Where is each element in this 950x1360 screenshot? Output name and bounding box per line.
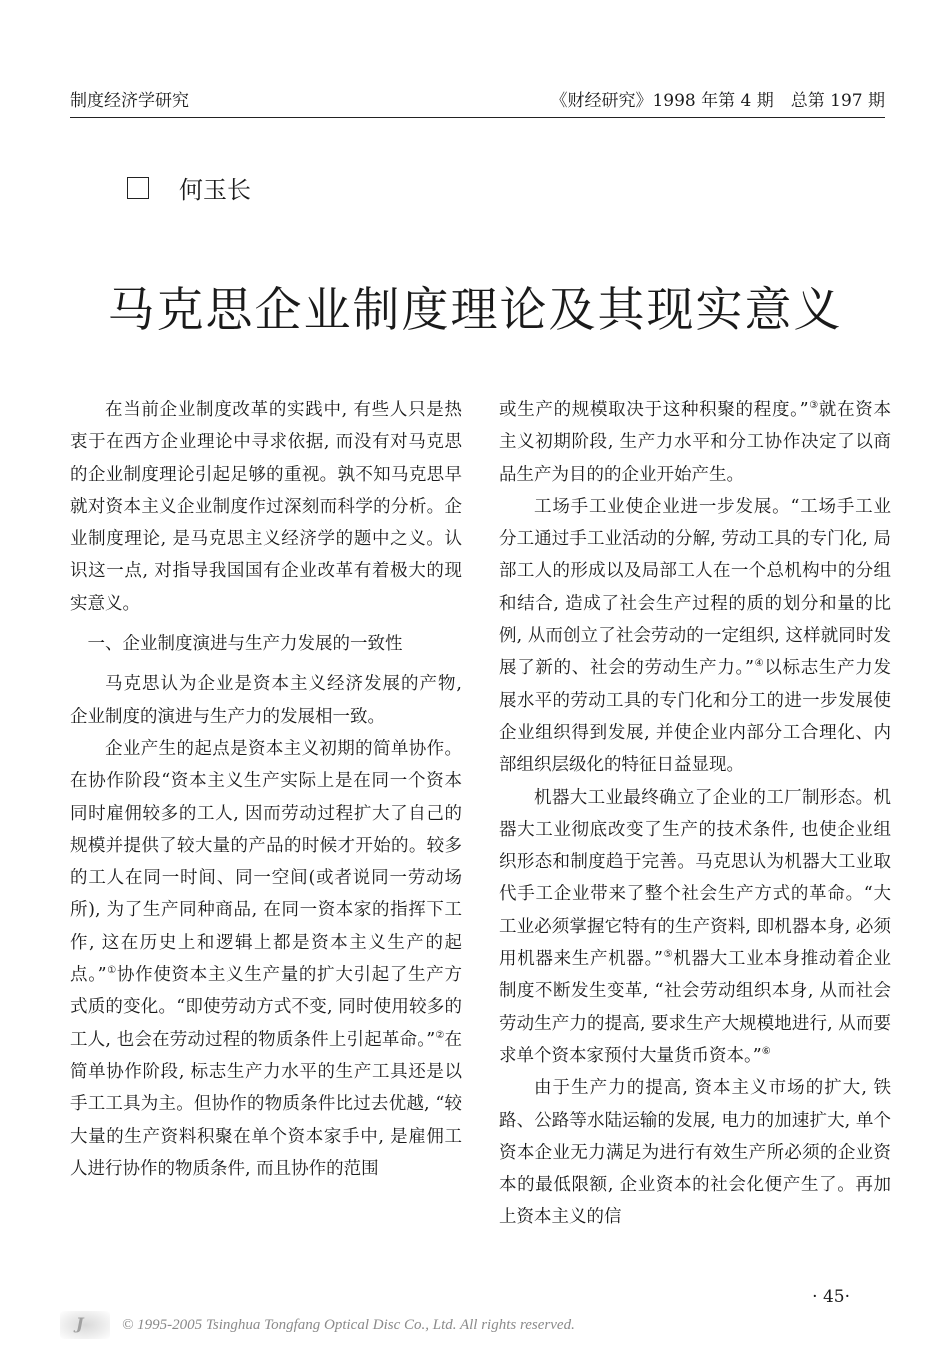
text-run: 企业产生的起点是资本主义初期的简单协作。在协作阶段“资本主义生产实际上是在同一个资本同时雇佣较多的工人, 因而劳动过程扩大了自己的规模并提供了较大量的产品的时候才开始的。较多的工人在同一时间、同一空间(或者说同一劳动场所), 为了生产同种商品, 在同一资本家的指挥下工作, 这在历史上和逻辑上都是资本主义生产的起点。” bbox=[70, 738, 462, 986]
text-run: 或生产的规模取决于这种积聚的程度。” bbox=[499, 400, 809, 420]
paragraph bbox=[70, 733, 462, 1185]
paragraph-continued bbox=[499, 394, 891, 491]
section-heading: 一、企业制度演进与生产力发展的一致性 bbox=[87, 634, 403, 655]
footnote-ref: ⑥ bbox=[761, 1046, 771, 1058]
intro-paragraph: 在当前企业制度改革的实践中, 有些人只是热衷于在西方企业理论中寻求依据, 而没有对马克思的企业制度理论引起足够的重视。孰不知马克思早就对资本主义企业制度作过深刻而科学的分析。企业制度理论, 是马克思主义经济学的题中之义。认识这一点, 对指导我国国有企业改革有着极大的现实意义。 bbox=[70, 400, 462, 614]
cnki-logo-icon: J bbox=[60, 1311, 110, 1339]
footnote-ref: ⑤ bbox=[662, 949, 674, 961]
page-number: · 45· bbox=[812, 1287, 850, 1307]
text-run: 协作使资本主义生产量的扩大引起了生产方式质的变化。“即使劳动方式不变, 同时使用较多的工人, 也会在劳动过程的物质条件上引起革命。” bbox=[70, 965, 462, 1050]
footnote-ref: ④ bbox=[753, 658, 765, 670]
text-run: 机器大工业本身推动着企业制度不断发生变革, “社会劳动组织本身, 从而社会劳动生产力的提高, 要求生产大规模地进行, 从而要求单个资本家预付大量货币资本。” bbox=[499, 949, 891, 1066]
paragraph: 由于生产力的提高, 资本主义市场的扩大, 铁路、公路等水陆运输的发展, 电力的加速扩大, 单个资本企业无力满足为进行有效生产所必须的企业资本的最低限额, 企业资本的社会化便产生了。再加上资本主义的信 bbox=[499, 1078, 891, 1228]
text-run: 以标志生产力发展水平的劳动工具的专门化和分工的进一步发展使企业组织得到发展, 并使企业内部分工合理化、内部组织层级化的特征日益显现。 bbox=[499, 658, 891, 776]
text-run: 就在资本主义初期阶段, 生产力水平和分工协作决定了以商品生产为目的的企业开始产生。 bbox=[499, 400, 891, 485]
running-header-journal: 《财经研究》1998 年第 4 期 总第 197 期 bbox=[550, 91, 885, 111]
author-line bbox=[127, 170, 251, 205]
article-title: 马克思企业制度理论及其现实意义 bbox=[107, 283, 843, 339]
header-rule bbox=[70, 117, 885, 118]
text-run: 工场手工业使企业进一步发展。“工场手工业分工通过手工业活动的分解, 劳动工具的专门化, 局部工人的形成以及局部工人在一个总机构中的分组和结合, 造成了社会生产过程的质的划分和量的比例, 从而创立了社会劳动的一定组织, 这样就同时发展了新的、社会的劳动生产力。” bbox=[499, 496, 891, 679]
paragraph: 马克思认为企业是资本主义经济发展的产物, 企业制度的演进与生产力的发展相一致。 bbox=[70, 674, 462, 727]
text-run: 机器大工业最终确立了企业的工厂制形态。机器大工业彻底改变了生产的技术条件, 也使企业组织形态和制度趋于完善。马克思认为机器大工业取代手工企业带来了整个社会生产方式的革命。“大工业必须掌握它特有的生产资料, 即机器本身, 必须用机器来生产机器。” bbox=[499, 787, 891, 970]
square-box-icon bbox=[127, 177, 149, 199]
running-header-section: 制度经济学研究 bbox=[70, 91, 189, 111]
text-run: 在简单协作阶段, 标志生产力水平的生产工具还是以手工工具为主。但协作的物质条件比过去优越, “较大量的生产资料积聚在单个资本家手中, 是雇佣工人进行协作的物质条件, 而且协作的范围 bbox=[70, 1029, 463, 1179]
left-column bbox=[70, 394, 462, 1185]
footnote-ref: ① bbox=[106, 965, 117, 977]
copyright-footer bbox=[60, 1307, 575, 1343]
right-column bbox=[499, 394, 891, 1234]
footnote-ref: ③ bbox=[808, 400, 819, 412]
paragraph bbox=[499, 782, 891, 1073]
copyright-text: © 1995-2005 Tsinghua Tongfang Optical Disc Co., Ltd. All rights reserved. bbox=[122, 1316, 575, 1333]
author-name: 何玉长 bbox=[179, 176, 251, 204]
paragraph bbox=[499, 491, 891, 782]
footnote-ref: ② bbox=[435, 1029, 445, 1041]
